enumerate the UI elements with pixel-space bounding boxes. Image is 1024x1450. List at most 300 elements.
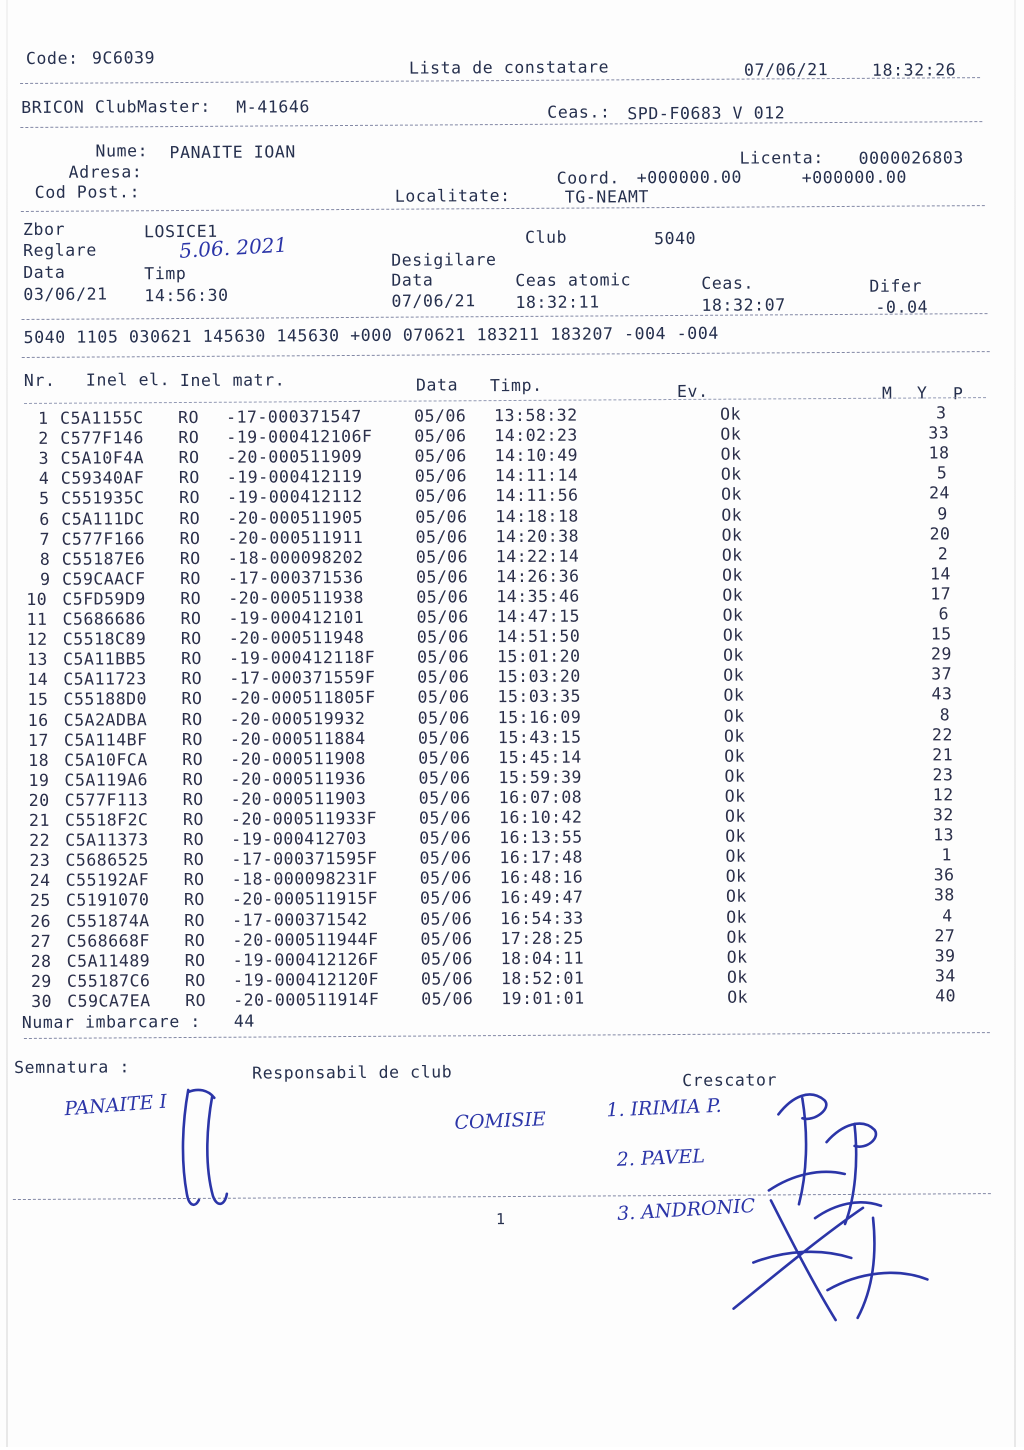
cell-timp: 16:13:55 — [499, 827, 583, 848]
divider-1 — [20, 77, 980, 84]
cell-data: 05/06 — [416, 627, 470, 647]
cell-p: 39 — [934, 945, 956, 966]
cell-timp: 18:04:11 — [500, 948, 585, 968]
cell-data: 05/06 — [416, 607, 469, 627]
cell-country: RO — [180, 568, 202, 588]
cell-ev: Ok — [726, 907, 748, 927]
cell-p: 5 — [936, 463, 948, 483]
cell-p: 37 — [931, 664, 953, 684]
col-header-timp: Timp. — [489, 375, 543, 396]
cell-timp: 15:45:14 — [498, 747, 582, 767]
cell-country: RO — [183, 829, 205, 850]
cell-inel-matr: -20-000511905 — [227, 507, 364, 528]
signature-owner-ink — [162, 1081, 273, 1222]
cell-country: RO — [185, 990, 207, 1010]
cell-inel-matr: -19-000412118F — [228, 648, 376, 668]
cell-ev: Ok — [723, 665, 745, 686]
cell-country: RO — [178, 448, 200, 468]
cell-data: 05/06 — [420, 928, 473, 949]
device-value: M-41646 — [236, 97, 311, 117]
cell-inel-el: C5A11373 — [65, 830, 149, 850]
cell-inel-matr: -19-000412703 — [231, 828, 367, 849]
cell-timp: 18:52:01 — [500, 968, 585, 988]
cell-inel-matr: -17-000371595F — [231, 849, 378, 869]
cell-data: 05/06 — [416, 647, 470, 667]
license-label: Licenta: — [739, 148, 824, 168]
cell-nr: 11 — [26, 609, 48, 629]
locality-label: Localitate: — [394, 185, 511, 206]
cell-nr: 12 — [26, 629, 48, 650]
cell-inel-matr: -19-000412106F — [226, 426, 373, 447]
cell-inel-el: C5A11BB5 — [62, 649, 147, 669]
cell-p: 17 — [930, 584, 952, 604]
cell-p: 2 — [937, 544, 949, 564]
cell-country: RO — [179, 488, 201, 508]
cell-nr: 21 — [28, 810, 50, 830]
cell-nr: 16 — [27, 710, 49, 730]
cell-ev: Ok — [724, 786, 746, 806]
cell-inel-matr: -19-000412120F — [232, 969, 380, 990]
cell-p: 18 — [928, 443, 950, 463]
cell-country: RO — [180, 588, 202, 608]
count-label: Numar imbarcare : — [21, 1011, 201, 1032]
cell-inel-el: C55188D0 — [63, 689, 148, 710]
cell-country: RO — [179, 548, 201, 568]
cell-nr: 28 — [30, 951, 52, 971]
cell-timp: 14:18:18 — [495, 506, 579, 526]
cell-nr: 2 — [38, 428, 49, 448]
cell-ev: Ok — [725, 846, 747, 866]
cell-nr: 6 — [39, 509, 50, 529]
cell-inel-matr: -17-000371536 — [228, 567, 364, 588]
cell-data: 05/06 — [421, 989, 474, 1009]
cell-timp: 19:01:01 — [501, 988, 585, 1008]
cell-nr: 22 — [29, 830, 51, 851]
clock-value: SPD-F0683 V 012 — [627, 103, 786, 124]
cell-ev: Ok — [720, 424, 742, 444]
club-label: Club — [524, 227, 568, 247]
handwriting-commission-label: COMISIE — [454, 1108, 547, 1134]
cell-nr: 14 — [27, 670, 49, 690]
cell-inel-el: C55187C6 — [66, 971, 151, 991]
cell-inel-matr: -20-000511944F — [232, 929, 379, 950]
ceas-atomic-label: Ceas atomic — [515, 270, 632, 290]
ceas-atomic-value: 18:32:11 — [515, 292, 600, 312]
cell-ev: Ok — [726, 947, 748, 967]
locality-value: TG-NEAMT — [564, 187, 650, 207]
cell-timp: 15:43:15 — [497, 727, 582, 747]
cell-inel-el: C55187E6 — [61, 548, 146, 569]
divider-6 — [24, 397, 986, 404]
cell-data: 05/06 — [417, 707, 470, 728]
cell-timp: 16:49:47 — [499, 887, 584, 908]
cell-p: 4 — [942, 905, 953, 925]
cell-timp: 14:51:50 — [496, 626, 581, 647]
device-label: BRICON ClubMaster: — [21, 96, 211, 117]
col-header-inel-matr: Inel matr. — [179, 370, 286, 391]
reglare-timp-label: Timp — [144, 263, 187, 284]
reglare-data-value: 03/06/21 — [23, 284, 108, 304]
cell-ev: Ok — [722, 645, 744, 665]
cell-data: 05/06 — [418, 768, 471, 788]
col-header-data: Data — [415, 375, 459, 395]
cell-nr: 4 — [38, 469, 50, 489]
cell-country: RO — [184, 970, 206, 990]
col-header-inel-el: Inel el. — [85, 370, 171, 390]
cell-nr: 27 — [30, 931, 52, 951]
cell-nr: 5 — [39, 489, 50, 509]
cell-data: 05/06 — [420, 908, 473, 929]
cell-country: RO — [183, 890, 205, 910]
cell-data: 05/06 — [419, 828, 472, 848]
cell-inel-el: C5A10FCA — [64, 749, 148, 770]
postcode-label: Cod Post.: — [34, 182, 141, 202]
cell-inel-matr: -19-000412126F — [232, 949, 379, 970]
cell-inel-el: C577F166 — [61, 528, 146, 549]
cell-ev: Ok — [724, 766, 746, 786]
cell-country: RO — [182, 809, 204, 830]
breeder-label: Crescator — [682, 1070, 778, 1090]
col-header-m: M — [881, 383, 893, 403]
cell-inel-matr: -20-000511884 — [229, 728, 366, 749]
cell-country: RO — [178, 468, 200, 488]
cell-country: RO — [183, 850, 205, 870]
cell-p: 9 — [937, 503, 948, 523]
cell-nr: 1 — [38, 408, 49, 428]
cell-inel-el: C5A114BF — [63, 729, 148, 750]
cell-ev: Ok — [722, 605, 744, 625]
cell-p: 15 — [930, 624, 952, 644]
difer-value: -0.04 — [875, 297, 929, 317]
cell-nr: 7 — [39, 529, 51, 549]
cell-p: 23 — [932, 765, 954, 785]
cell-country: RO — [181, 709, 203, 729]
cell-inel-el: C59340AF — [60, 468, 145, 489]
cell-country: RO — [184, 910, 206, 930]
cell-nr: 9 — [40, 569, 51, 589]
cell-inel-el: C5686686 — [62, 609, 147, 629]
cell-p: 40 — [935, 986, 957, 1006]
cell-timp: 14:11:56 — [495, 485, 579, 506]
cell-data: 05/06 — [414, 426, 467, 446]
document-title: Lista de constatare — [408, 57, 610, 78]
cell-timp: 14:02:23 — [494, 425, 578, 446]
cell-timp: 14:11:14 — [494, 465, 579, 486]
cell-inel-matr: -20-000511915F — [231, 889, 379, 910]
cell-inel-matr: -20-000511805F — [229, 688, 376, 709]
cell-inel-el: C5A111DC — [61, 508, 145, 529]
ceas-value: 18:32:07 — [701, 295, 786, 315]
cell-nr: 15 — [27, 690, 49, 710]
cell-inel-el: C55192AF — [65, 870, 150, 891]
coord-lat: +000000.00 — [636, 167, 743, 188]
cell-timp: 15:03:20 — [497, 666, 581, 687]
name-label: Nume: — [95, 141, 149, 161]
cell-ev: Ok — [721, 484, 743, 505]
cell-data: 05/06 — [417, 727, 471, 748]
cell-inel-el: C5A119A6 — [64, 770, 149, 790]
handwritten-reglare-date: 5.06. 2021 — [178, 232, 288, 263]
cell-inel-matr: -19-000412112 — [227, 487, 363, 508]
cell-inel-el: C5518C89 — [62, 629, 147, 649]
cell-ev: Ok — [720, 404, 742, 424]
cell-data: 05/06 — [416, 587, 469, 607]
col-header-y: Y — [916, 383, 928, 403]
cell-data: 05/06 — [419, 888, 473, 908]
cell-inel-el: C5518F2C — [64, 810, 149, 830]
cell-data: 05/06 — [417, 667, 470, 687]
cell-nr: 13 — [26, 650, 48, 670]
cell-nr: 20 — [28, 790, 50, 810]
desigilare-data-value: 07/06/21 — [391, 291, 476, 311]
cell-p: 43 — [931, 684, 953, 704]
cell-inel-matr: -18-000098231F — [231, 869, 378, 890]
cell-country: RO — [178, 427, 200, 448]
cell-country: RO — [182, 769, 204, 789]
cell-p: 34 — [934, 966, 956, 986]
cell-inel-el: C59CA7EA — [67, 991, 151, 1011]
ceas-label: Ceas. — [701, 273, 755, 293]
reglare-data-label: Data — [23, 262, 66, 282]
cell-timp: 13:58:32 — [494, 405, 578, 426]
cell-p: 6 — [938, 604, 950, 624]
cell-inel-el: C568668F — [66, 930, 150, 951]
cell-data: 05/06 — [414, 406, 467, 426]
code-value: 9C6039 — [91, 48, 156, 68]
cell-inel-matr: -20-000511936 — [230, 768, 367, 789]
cell-nr: 3 — [38, 449, 50, 469]
cell-data: 05/06 — [416, 567, 469, 587]
divider-4 — [22, 313, 988, 320]
cell-country: RO — [184, 930, 206, 950]
signature-breeder-ink — [723, 1187, 944, 1348]
cell-inel-el: C551935C — [61, 488, 145, 509]
cell-data: 05/06 — [418, 808, 472, 828]
cell-data: 05/06 — [418, 788, 471, 808]
coord-lon: +000000.00 — [801, 167, 908, 188]
cell-timp: 14:47:15 — [496, 606, 581, 627]
cell-data: 05/06 — [419, 848, 472, 868]
cell-p: 20 — [929, 523, 951, 544]
cell-inel-matr: -17-000371559F — [229, 668, 376, 689]
cell-p: 24 — [929, 483, 951, 503]
cell-data: 05/06 — [415, 526, 468, 547]
cell-inel-el: C5FD59D9 — [62, 589, 146, 609]
cell-country: RO — [180, 649, 202, 669]
col-header-nr: Nr. — [23, 370, 56, 390]
cell-country: RO — [178, 407, 200, 428]
count-value: 44 — [233, 1011, 255, 1031]
cell-ev: Ok — [723, 726, 745, 746]
cell-p: 36 — [933, 865, 955, 885]
cell-ev: Ok — [722, 565, 743, 585]
cell-nr: 17 — [27, 730, 49, 750]
cell-inel-el: C59CAACF — [62, 569, 146, 589]
cell-ev: Ok — [722, 625, 744, 645]
cell-inel-matr: -19-000412101 — [228, 607, 365, 628]
cell-inel-el: C577F146 — [60, 428, 144, 448]
divider-3 — [21, 205, 985, 212]
zbor-value: LOSICE1 — [143, 221, 218, 242]
cell-data: 05/06 — [414, 446, 467, 466]
cell-timp: 14:35:46 — [496, 586, 580, 606]
cell-data: 05/06 — [420, 948, 473, 969]
cell-nr: 29 — [30, 971, 52, 991]
cell-p: 21 — [932, 744, 954, 765]
cell-data: 05/06 — [415, 486, 468, 506]
cell-timp: 14:22:14 — [495, 546, 580, 566]
cell-p: 13 — [933, 825, 955, 845]
cell-timp: 15:16:09 — [497, 707, 582, 727]
header-time: 18:32:26 — [871, 60, 957, 80]
cell-country: RO — [183, 870, 205, 890]
club-value: 5040 — [653, 228, 697, 249]
name-value: PANAITE IOAN — [169, 142, 296, 163]
difer-label: Difer — [869, 276, 923, 296]
club-responsible-label: Responsabil de club — [252, 1062, 453, 1083]
cell-inel-el: C5191070 — [65, 890, 150, 911]
cell-inel-matr: -20-000511908 — [230, 748, 366, 769]
cell-timp: 14:10:49 — [494, 445, 579, 466]
cell-nr: 23 — [29, 851, 51, 871]
cell-ev: Ok — [723, 706, 745, 726]
cell-nr: 25 — [29, 891, 51, 911]
code-label: Code: — [25, 48, 79, 68]
cell-ev: Ok — [722, 585, 744, 605]
cell-p: 29 — [930, 644, 952, 664]
cell-timp: 16:48:16 — [499, 867, 584, 888]
cell-country: RO — [182, 789, 204, 809]
cell-timp: 17:28:25 — [500, 928, 584, 948]
cell-ev: Ok — [726, 927, 748, 947]
cell-ev: Ok — [725, 826, 747, 846]
cell-p: 27 — [934, 925, 956, 946]
divider-5 — [22, 351, 990, 358]
cell-timp: 16:54:33 — [500, 908, 584, 928]
cell-inel-el: C5A11723 — [63, 669, 147, 690]
cell-data: 05/06 — [417, 687, 470, 707]
cell-ev: Ok — [721, 545, 743, 565]
cell-ev: Ok — [724, 806, 746, 826]
cell-timp: 16:07:08 — [498, 787, 583, 807]
cell-p: 38 — [933, 885, 955, 905]
cell-country: RO — [181, 669, 203, 689]
cell-timp: 15:01:20 — [496, 646, 581, 667]
cell-data: 05/06 — [420, 969, 474, 989]
header-date: 07/06/21 — [743, 60, 829, 80]
cell-data: 05/06 — [418, 747, 471, 768]
cell-inel-el: C5A1155C — [60, 408, 144, 428]
cell-country: RO — [184, 950, 206, 970]
cell-country: RO — [182, 749, 204, 769]
cell-data: 05/06 — [415, 506, 468, 527]
cell-inel-matr: -18-000098202 — [227, 547, 364, 568]
desigilare-label: Desigilare — [391, 250, 497, 270]
cell-country: RO — [181, 729, 203, 749]
cell-country: RO — [179, 508, 201, 528]
cell-ev: Ok — [727, 987, 749, 1007]
cell-ev: Ok — [720, 464, 742, 485]
desigilare-data-label: Data — [391, 270, 434, 290]
divider-7 — [24, 1032, 990, 1039]
cell-country: RO — [181, 689, 203, 709]
page-number: 1 — [495, 1210, 506, 1229]
cell-ev: Ok — [725, 886, 747, 907]
cell-country: RO — [180, 628, 202, 649]
cell-p: 33 — [928, 423, 950, 443]
cell-p: 1 — [941, 845, 952, 865]
clock-label: Ceas.: — [547, 102, 611, 122]
handwriting-member-1: 1. IRIMIA P. — [605, 1094, 722, 1122]
reglare-timp-value: 14:56:30 — [144, 285, 229, 306]
cell-nr: 24 — [29, 871, 51, 891]
cell-p: 3 — [936, 403, 947, 423]
handwriting-owner-name: PANAITE I — [63, 1090, 168, 1121]
signature-label: Semnatura : — [14, 1057, 131, 1078]
cell-inel-el: C5A11489 — [66, 950, 151, 971]
raw-data-line: 5040 1105 030621 145630 145630 +000 070621 183211 183207 -004 -004 — [23, 323, 719, 347]
cell-data: 05/06 — [414, 466, 468, 486]
cell-ev: Ok — [721, 525, 743, 545]
cell-nr: 30 — [31, 991, 53, 1011]
cell-timp: 15:03:35 — [497, 686, 582, 707]
cell-p: 12 — [932, 785, 954, 805]
cell-ev: Ok — [724, 746, 746, 766]
col-header-ev: Ev. — [676, 381, 709, 401]
cell-inel-el: C5A10F4A — [60, 448, 145, 468]
cell-timp: 15:59:39 — [498, 767, 583, 787]
cell-p: 32 — [932, 805, 954, 825]
cell-inel-matr: -20-000511909 — [226, 447, 363, 467]
cell-timp: 14:20:38 — [495, 526, 580, 546]
cell-inel-el: C577F113 — [64, 790, 149, 810]
cell-p: 22 — [931, 724, 953, 745]
cell-inel-el: C551874A — [66, 910, 150, 931]
cell-inel-matr: -19-000412119 — [226, 467, 363, 488]
cell-ev: Ok — [726, 967, 748, 987]
handwriting-member-3: 3. ANDRONIC — [616, 1194, 756, 1225]
cell-ev: Ok — [725, 866, 747, 886]
cell-inel-matr: -20-000511914F — [233, 989, 380, 1010]
reglare-label: Reglare — [23, 240, 97, 260]
coord-label: Coord. — [556, 168, 620, 188]
cell-inel-matr: -17-000371542 — [232, 909, 368, 930]
cell-nr: 8 — [39, 549, 51, 569]
cell-inel-matr: -17-000371547 — [226, 406, 362, 427]
cell-timp: 16:17:48 — [499, 847, 584, 868]
cell-nr: 26 — [30, 911, 52, 931]
col-header-p: P — [952, 384, 964, 404]
cell-country: RO — [180, 608, 202, 629]
address-label: Adresa: — [68, 162, 143, 182]
cell-timp: 14:26:36 — [496, 566, 580, 586]
license-value: 0000026803 — [858, 148, 964, 168]
cell-data: 05/06 — [419, 868, 472, 888]
cell-inel-matr: -20-000511938 — [228, 587, 365, 608]
cell-nr: 10 — [26, 589, 48, 609]
cell-inel-matr: -20-000511948 — [228, 627, 365, 648]
cell-timp: 16:10:42 — [498, 807, 583, 828]
divider-2 — [20, 121, 982, 128]
zbor-label: Zbor — [22, 219, 66, 239]
cell-inel-matr: -20-000511933F — [230, 808, 378, 829]
cell-inel-el: C5686525 — [65, 850, 150, 870]
cell-data: 05/06 — [415, 546, 469, 567]
cell-p: 14 — [929, 564, 951, 584]
cell-nr: 19 — [28, 770, 50, 790]
cell-inel-matr: -20-000511903 — [230, 788, 367, 809]
cell-ev: Ok — [723, 685, 745, 706]
